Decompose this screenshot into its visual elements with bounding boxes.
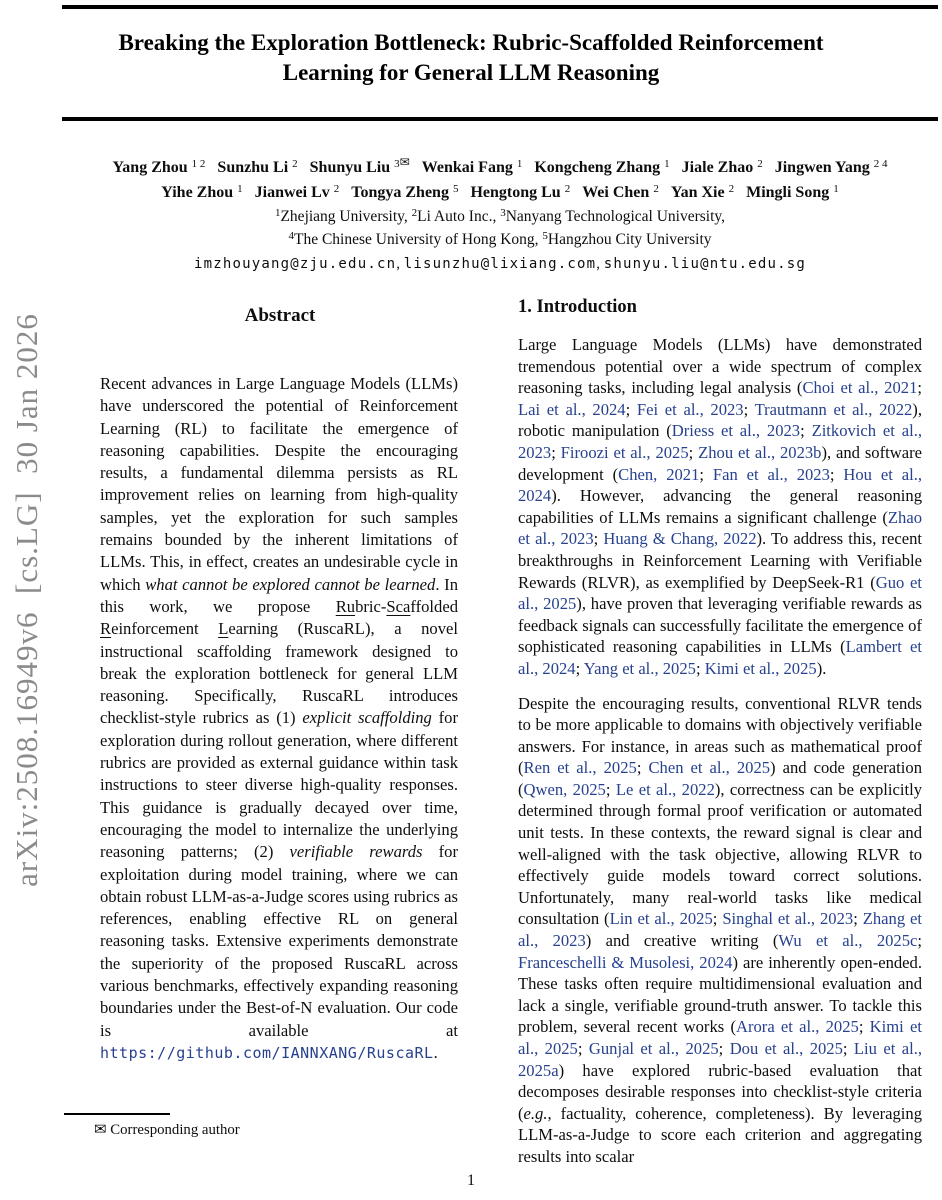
left-column bbox=[80, 299, 460, 1064]
text-segment: imzhouyang@zju.edu.cn bbox=[194, 256, 397, 272]
text-segment: ), have proven that leveraging verifiable rewards as feedback signals can successfully facilitate the emergence of sophisticated reasoning capabilities in LLMs ( bbox=[518, 594, 922, 657]
text-segment: Zhejiang University, bbox=[280, 208, 412, 225]
intro-paragraph-2 bbox=[518, 693, 922, 1168]
footnote-text bbox=[64, 1120, 444, 1139]
text-segment: ; bbox=[699, 464, 713, 484]
citation-link[interactable]: Dou et al., 2025 bbox=[729, 1039, 843, 1058]
text-segment: Mingli Song bbox=[746, 184, 834, 201]
text-segment: , factuality, coherence, completeness). By leveraging LLM-as-a-Judge to score each criterion and aggregating results into scalar bbox=[518, 1103, 922, 1166]
citation-link[interactable]: Zhao et al., 2023 bbox=[518, 507, 922, 549]
page-number: 1 bbox=[467, 1172, 475, 1189]
text-segment: ; bbox=[712, 909, 723, 929]
text-segment: Hangzhou City University bbox=[547, 231, 712, 248]
text-segment: ). However, advancing the general reasoning capabilities of LLMs remains a significant challenge ( bbox=[518, 486, 922, 527]
citation-link[interactable]: Hou et al., 2024 bbox=[518, 464, 922, 506]
text-segment: Hengtong Lu bbox=[470, 184, 565, 201]
text-segment: explicit scaffolding bbox=[302, 708, 432, 728]
intro-paragraph-1 bbox=[518, 334, 922, 680]
citation-link[interactable]: Fei et al., 2023 bbox=[636, 399, 744, 419]
text-segment: ), and software development ( bbox=[518, 442, 922, 484]
text-segment: shunyu.liu@ntu.edu.sg bbox=[603, 256, 806, 272]
top-rule bbox=[62, 5, 938, 9]
text-segment: Sunzhu Li bbox=[217, 159, 293, 176]
citation-link[interactable]: Fan et al., 2023 bbox=[712, 464, 830, 484]
citation-link[interactable]: Liu et al., 2025a bbox=[518, 1039, 923, 1080]
text-segment: Yang Zhou bbox=[112, 159, 192, 176]
author-block bbox=[62, 156, 938, 276]
text-segment: Wei Chen bbox=[582, 184, 654, 201]
footnote bbox=[64, 1113, 444, 1139]
affiliation-line-2 bbox=[62, 229, 938, 252]
citation-link[interactable]: Kimi et al., 2025 bbox=[518, 1017, 922, 1058]
footnote-label: Corresponding author bbox=[110, 1122, 240, 1138]
text-segment: ; bbox=[842, 1039, 854, 1058]
text-segment: ; bbox=[593, 529, 604, 549]
citation-link[interactable]: Lai et al., 2024 bbox=[518, 399, 626, 419]
citation-link[interactable]: Lambert et al., 2024 bbox=[518, 637, 922, 678]
text-segment: 4 bbox=[288, 229, 294, 242]
text-segment: bric- bbox=[355, 596, 387, 616]
title-line-2: Learning for General LLM Reasoning bbox=[282, 60, 660, 85]
text-segment: Yan Xie bbox=[670, 184, 729, 201]
citation-link[interactable]: Zhang et al., 2023 bbox=[518, 909, 922, 951]
text-segment: ), correctness can be explicitly determined through formal proof verification or automated unit tests. In these contexts, the reward signal is clear and well-aligned with the task objective, allowing RLVR to effectively guide models toward correct solutions. Unfortunately, many real-world tasks like medical consultation ( bbox=[518, 779, 922, 929]
text-segment: for exploitation during model training, where we can obtain robust LLM-as-a-Judge scores using rubrics as references, enabling effective RL on general reasoning tasks. Extensive experiments demonstrate the superiority of the proposed RuscaRL across various benchmarks, effectively expanding reasoning boundaries under the Best-of-N evaluation. Our code is available at bbox=[100, 842, 458, 1040]
affiliation-line-1 bbox=[62, 206, 938, 229]
text-segment: ; bbox=[718, 1039, 730, 1058]
text-segment: for exploration during rollout generation, where different rubrics are provided as external guidance within task instructions to steer diverse high-quality responses. This guidance is gradually decayed over time, encouraging the model to internalize the underlying reasoning patterns; (2) bbox=[100, 708, 459, 862]
text-segment: 3 bbox=[394, 157, 400, 170]
text-segment: 1 bbox=[516, 157, 523, 170]
author-line-2 bbox=[62, 181, 938, 206]
text-segment: what cannot be explored cannot be learned bbox=[145, 574, 436, 594]
text-segment: Kongcheng Zhang bbox=[534, 159, 665, 176]
text-segment: ) and code generation ( bbox=[518, 758, 922, 799]
title-line-1: Breaking the Exploration Bottleneck: Rubric-Scaffolded Reinforcement bbox=[118, 30, 824, 55]
text-segment: 5 bbox=[452, 182, 459, 195]
envelope-icon: ✉ bbox=[399, 155, 410, 169]
citation-link[interactable]: Gunjal et al., 2025 bbox=[588, 1039, 719, 1058]
citation-link[interactable]: Yang et al., 2025 bbox=[583, 658, 696, 678]
text-segment: ; bbox=[636, 758, 649, 778]
abstract-body bbox=[100, 373, 458, 1064]
citation-link[interactable]: Choi et al., 2021 bbox=[802, 378, 918, 398]
arxiv-watermark: arXiv:2508.16949v6 [cs.LG] 30 Jan 2026 bbox=[9, 313, 44, 887]
citation-link[interactable]: Firoozi et al., 2025 bbox=[560, 442, 689, 462]
text-segment: 1 bbox=[664, 157, 670, 170]
text-segment: ; bbox=[575, 658, 584, 678]
citation-link[interactable]: Franceschelli & Musolesi, 2024 bbox=[518, 952, 733, 972]
abstract-heading: Abstract bbox=[244, 305, 316, 326]
text-segment: ; bbox=[917, 931, 923, 951]
text-segment: , bbox=[596, 256, 604, 272]
text-segment: lisunzhu@lixiang.com bbox=[403, 256, 597, 272]
author-line-1 bbox=[62, 156, 938, 181]
text-segment: 2 bbox=[564, 182, 571, 195]
text-segment: 1 bbox=[237, 182, 243, 195]
text-segment: verifiable rewards bbox=[289, 842, 423, 862]
email-line bbox=[62, 252, 938, 276]
text-segment: e.g. bbox=[523, 1103, 548, 1123]
text-segment: Tongya Zheng bbox=[351, 184, 453, 201]
text-segment: earning (RuscaRL), a novel instructional scaffolding framework designed to break the exploration bottleneck for general LLM reasoning. Specifically, RuscaRL introduces checklist-style rubrics as (1) bbox=[100, 619, 458, 728]
citation-link[interactable]: Chen et al., 2025 bbox=[648, 758, 771, 778]
text-segment: 2 bbox=[757, 157, 763, 170]
text-segment: einforcement bbox=[111, 619, 219, 639]
citation-link[interactable]: Trautmann et al., 2022 bbox=[754, 399, 913, 419]
text-segment: ; bbox=[829, 464, 844, 484]
text-segment: ; bbox=[605, 779, 616, 799]
citation-link[interactable]: Zhou et al., 2023b bbox=[698, 442, 822, 462]
citation-link[interactable]: Ren et al., 2025 bbox=[523, 758, 637, 778]
text-segment: ). To address this, recent breakthroughs in Reinforcement Learning with Verifiable Rewards (RLVR), as exemplified by DeepSeek-R1 ( bbox=[518, 529, 922, 592]
citation-link[interactable]: Huang & Chang, 2022 bbox=[603, 529, 757, 549]
text-segment: Yihe Zhou bbox=[161, 184, 238, 201]
text-segment: Jianwei Lv bbox=[254, 184, 334, 201]
title-rule bbox=[62, 117, 938, 121]
right-column bbox=[518, 297, 922, 1181]
text-segment: ; bbox=[577, 1039, 589, 1058]
text-segment: Shunyu Liu bbox=[309, 159, 395, 176]
text-segment: L bbox=[218, 619, 229, 639]
citation-link[interactable]: Arora et al., 2025 bbox=[735, 1017, 859, 1037]
text-segment: Sca bbox=[386, 596, 411, 616]
text-segment: Recent advances in Large Language Models (LLMs) have underscored the potential of Reinforcement Learning (RL) to facilitate the emergence of reasoning capabilities. Despite the encouraging results, a fundamental dilemma persists as RL improvement relies on learning from high-quality samples, yet the exploration for such samples remains bounded by the inherent limitations of LLMs. This, in effect, creates an undesirable cycle in which bbox=[100, 374, 458, 594]
citation-link[interactable]: Kimi et al., 2025 bbox=[704, 658, 817, 678]
text-segment: 5 bbox=[542, 229, 548, 242]
citation-link[interactable]: Wu et al., 2025c bbox=[778, 931, 918, 951]
citation-link[interactable]: Guo et al., 2025 bbox=[518, 572, 923, 614]
text-segment: ; bbox=[695, 658, 705, 678]
citation-link[interactable]: Lin et al., 2025 bbox=[609, 909, 713, 929]
text-segment: 2 bbox=[411, 206, 418, 219]
envelope-icon: ✉ bbox=[94, 1120, 107, 1138]
citation-link[interactable]: Driess et al., 2023 bbox=[671, 421, 801, 441]
paper-title bbox=[70, 28, 872, 88]
text-segment: Nanyang Technological University, bbox=[505, 208, 726, 225]
text-segment: ; bbox=[743, 399, 755, 419]
text-segment: ; bbox=[551, 442, 561, 462]
text-segment: ) and creative writing ( bbox=[585, 931, 779, 951]
text-segment: ), robotic manipulation ( bbox=[518, 399, 922, 441]
text-segment: ; bbox=[625, 399, 637, 419]
text-segment: Jiale Zhao bbox=[681, 159, 758, 176]
text-segment: ffolded bbox=[410, 596, 458, 616]
text-segment: The Chinese University of Hong Kong, bbox=[294, 231, 543, 248]
citation-link[interactable]: Le et al., 2022 bbox=[615, 779, 715, 799]
text-segment: Jingwen Yang bbox=[774, 159, 874, 176]
text-segment: . bbox=[433, 1042, 438, 1062]
citation-link[interactable]: Chen, 2021 bbox=[618, 464, 700, 484]
text-segment: ; bbox=[858, 1017, 870, 1037]
text-segment: 2 bbox=[728, 182, 735, 195]
code-url-link[interactable]: https://github.com/IANNXANG/RuscaRL bbox=[100, 1043, 434, 1062]
text-segment: 2 bbox=[292, 157, 298, 170]
text-segment: 1 2 bbox=[191, 157, 206, 170]
text-segment: 3 bbox=[500, 206, 506, 219]
text-segment: 1 bbox=[274, 206, 281, 219]
text-segment: , bbox=[396, 256, 404, 272]
citation-link[interactable]: Qwen, 2025 bbox=[523, 779, 606, 799]
text-segment: 2 4 bbox=[873, 157, 888, 170]
citation-link[interactable]: Singhal et al., 2023 bbox=[722, 909, 854, 929]
text-segment: ) are inherently open-ended. These tasks often require multidimensional evaluation and lack a single, verifiable ground-truth answer. To tackle this problem, several recent works ( bbox=[518, 952, 922, 1037]
text-segment: 2 bbox=[653, 182, 659, 195]
text-segment: ; bbox=[917, 378, 922, 398]
section-heading-introduction: 1. Introduction bbox=[518, 297, 637, 317]
text-segment: R bbox=[100, 619, 112, 639]
text-segment: 1 bbox=[833, 182, 839, 195]
text-segment: Large Language Models (LLMs) have demonstrated tremendous potential over a wide spectrum of complex reasoning tasks, including legal analysis ( bbox=[518, 335, 922, 398]
text-segment: ). bbox=[816, 658, 827, 678]
text-segment: ; bbox=[853, 909, 863, 929]
text-segment: ) have explored rubric-based evaluation that decomposes desirable responses into checklist-style criteria ( bbox=[518, 1060, 922, 1123]
text-segment: ; bbox=[800, 421, 812, 441]
footnote-rule bbox=[64, 1113, 170, 1115]
citation-link[interactable]: Zitkovich et al., 2023 bbox=[518, 421, 922, 462]
text-segment: 2 bbox=[333, 182, 340, 195]
text-segment: Ru bbox=[335, 596, 356, 616]
text-segment: Li Auto Inc., bbox=[417, 208, 501, 225]
text-segment: ; bbox=[688, 442, 699, 462]
text-segment: . In this work, we propose bbox=[100, 574, 458, 616]
text-segment: Wenkai Fang bbox=[421, 159, 517, 176]
text-segment: Despite the encouraging results, conventional RLVR tends to be more applicable to domains with objectively verifiable answers. For instance, in areas such as mathematical proof ( bbox=[518, 693, 922, 778]
